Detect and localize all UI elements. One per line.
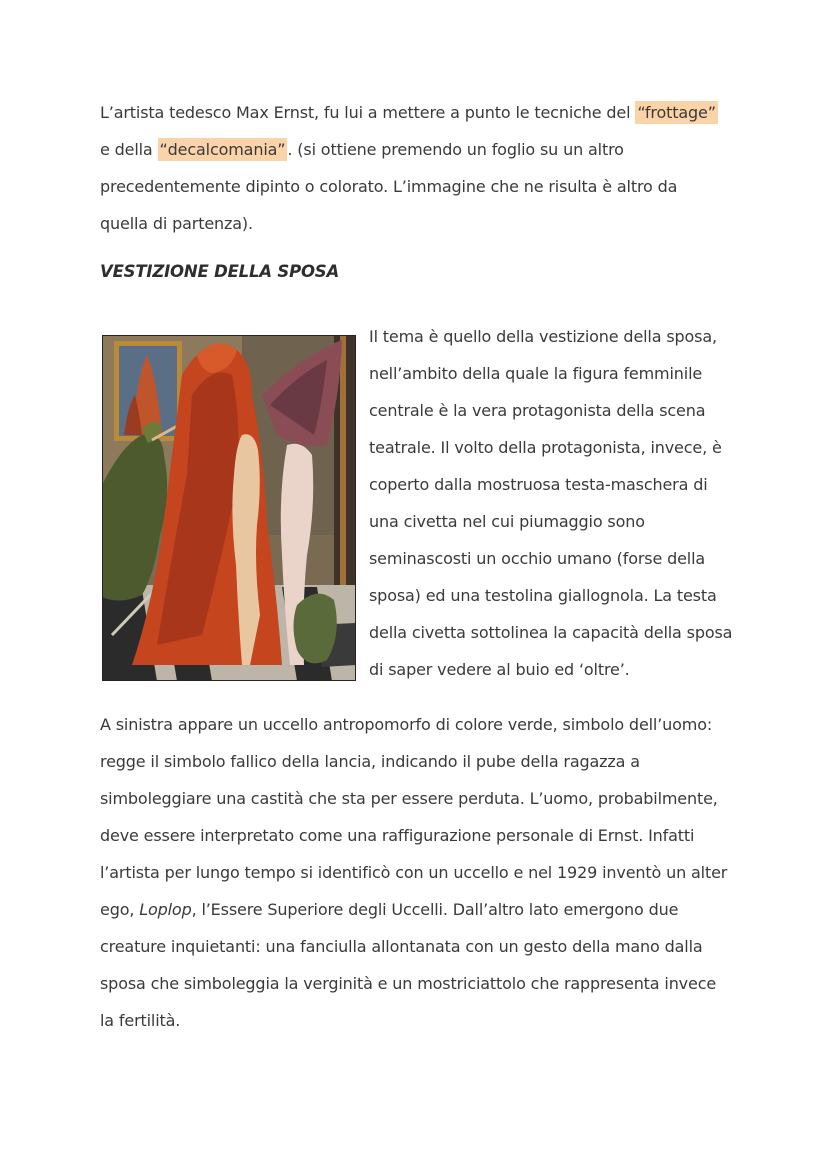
side-text-block [369,318,734,688]
intro-text-1: L’artista tedesco Max Ernst, fu lui a mettere a punto le tecniche del [100,103,636,122]
loplop-italic: Loplop [139,900,192,919]
intro-text-2: e della [100,140,158,159]
intro-paragraph [100,94,730,242]
painting-image [102,335,356,681]
highlight-decalcomania: “decalcomania” [159,140,286,159]
bottom-text-1: A sinistra appare un uccello antropomorfo di colore verde, simbolo dell’uomo: regge il simbolo fallico della lancia, indicando il pube della ragazza a simboleggiare una castità che sta per essere perduta. L’uomo, probabilmente, deve essere interpretato come una raffigurazione personale di Ernst. Infatti l’artista per lungo tempo si identificò con un uccello e nel 1929 inventò un alter ego, [100,715,728,919]
section-title: VESTIZIONE DELLA SPOSA [100,262,340,281]
bottom-paragraph [100,706,730,1039]
bottom-text-block [100,706,730,1039]
highlight-frottage: “frottage” [637,103,716,122]
intro-text-3: . (si ottiene premendo un foglio su un altro precedentemente dipinto o colorato. L’immagine che ne risulta è altro da quella di partenza). [100,140,678,233]
bottom-text-2: , l’Essere Superiore degli Uccelli. Dall’altro lato emergono due creature inquietanti: una fanciulla allontanata con un gesto della mano dalla sposa che simboleggia la verginità e un mostriciattolo che rappresenta invece la fertilità. [100,900,717,1030]
intro-block [100,94,730,242]
side-paragraph: Il tema è quello della vestizione della sposa, nell’ambito della quale la figura femminile centrale è la vera protagonista della scena teatrale. Il volto della protagonista, invece, è coperto dalla mostruosa testa-maschera di una civetta nel cui piumaggio sono seminascosti un occhio umano (forse della sposa) ed una testolina giallognola. La testa della civetta sottolinea la capacità della sposa di saper vedere al buio ed ‘oltre’. [369,327,733,679]
